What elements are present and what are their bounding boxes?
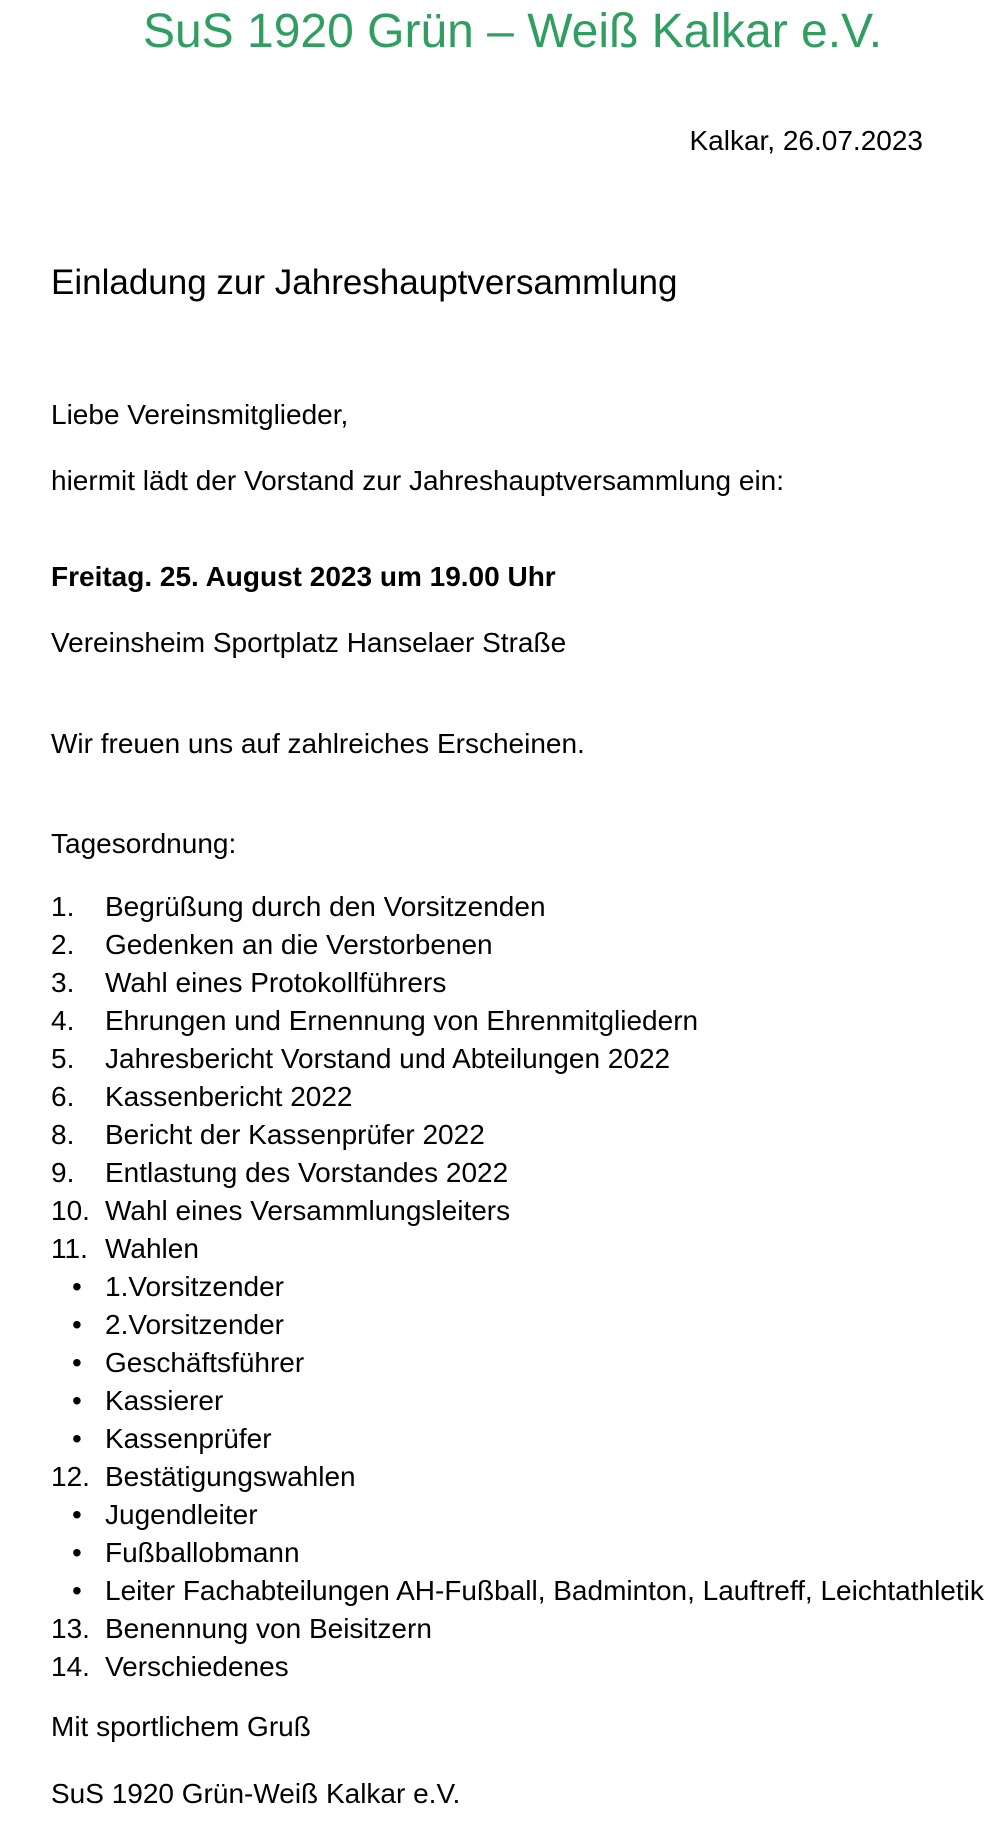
agenda-bullet-item <box>0 1306 1000 1344</box>
agenda-item-text: Jahresbericht Vorstand und Abteilungen 2022 <box>105 1043 671 1074</box>
agenda-numbered-item <box>0 1458 1000 1496</box>
agenda-label: Tagesordnung: <box>51 828 237 859</box>
agenda-numbered-item <box>0 1002 1000 1040</box>
item-number: 5. <box>51 1043 75 1074</box>
item-number: 9. <box>51 1157 75 1188</box>
bullet-marker: • <box>72 1575 82 1606</box>
agenda-numbered-item <box>0 1648 1000 1686</box>
letter-heading: Einladung zur Jahreshauptversammlung <box>51 263 678 302</box>
club-name-title: SuS 1920 Grün – Weiß Kalkar e.V. <box>142 5 883 58</box>
closing-line: Mit sportlichem Gruß <box>51 1711 311 1742</box>
agenda-item-text: Jugendleiter <box>105 1499 258 1530</box>
item-number: 1. <box>51 891 75 922</box>
agenda-item-text: Wahl eines Versammlungsleiters <box>105 1195 511 1226</box>
agenda-item-text: Bestätigungswahlen <box>105 1461 356 1492</box>
agenda-item-text: Leiter Fachabteilungen AH-Fußball, Badminton, Lauftreff, Leichtathletik <box>105 1575 984 1606</box>
agenda-item-text: Wahl eines Protokollführers <box>105 967 447 998</box>
agenda-item-text: Kassenprüfer <box>105 1423 272 1454</box>
agenda-list <box>0 888 1000 1686</box>
agenda-item-text: Kassenbericht 2022 <box>105 1081 353 1112</box>
event-location: Vereinsheim Sportplatz Hanselaer Straße <box>51 627 567 658</box>
agenda-numbered-item <box>0 1154 1000 1192</box>
item-number: 4. <box>51 1005 75 1036</box>
bullet-marker: • <box>72 1423 82 1454</box>
item-number: 3. <box>51 967 75 998</box>
agenda-numbered-item <box>0 1230 1000 1268</box>
agenda-item-text: Entlastung des Vorstandes 2022 <box>105 1157 509 1188</box>
agenda-item-text: Begrüßung durch den Vorsitzenden <box>105 891 546 922</box>
agenda-numbered-item <box>0 1116 1000 1154</box>
agenda-bullet-item <box>0 1534 1000 1572</box>
welcome-line: Wir freuen uns auf zahlreiches Erscheinen. <box>51 728 585 759</box>
agenda-item-text: Verschiedenes <box>105 1651 289 1682</box>
agenda-numbered-item <box>0 926 1000 964</box>
intro-line: hiermit lädt der Vorstand zur Jahreshauptversammlung ein: <box>51 465 785 496</box>
agenda-numbered-item <box>0 964 1000 1002</box>
agenda-bullet-item <box>0 1382 1000 1420</box>
agenda-numbered-item <box>0 1040 1000 1078</box>
item-number: 14. <box>51 1651 90 1682</box>
bullet-marker: • <box>72 1309 82 1340</box>
agenda-bullet-item <box>0 1344 1000 1382</box>
salutation: Liebe Vereinsmitglieder, <box>51 399 349 430</box>
item-number: 2. <box>51 929 75 960</box>
item-number: 12. <box>51 1461 90 1492</box>
bullet-marker: • <box>72 1385 82 1416</box>
agenda-item-text: Gedenken an die Verstorbenen <box>105 929 493 960</box>
agenda-bullet-item <box>0 1572 1000 1610</box>
agenda-item-text: Wahlen <box>105 1233 199 1264</box>
bullet-marker: • <box>72 1271 82 1302</box>
item-number: 10. <box>51 1195 90 1226</box>
item-number: 6. <box>51 1081 75 1112</box>
agenda-item-text: 1.Vorsitzender <box>105 1271 284 1302</box>
agenda-item-text: Ehrungen und Ernennung von Ehrenmitgliedern <box>105 1005 699 1036</box>
agenda-item-text: Fußballobmann <box>105 1537 300 1568</box>
item-number: 8. <box>51 1119 75 1150</box>
agenda-numbered-item <box>0 1078 1000 1116</box>
agenda-bullet-item <box>0 1420 1000 1458</box>
bullet-marker: • <box>72 1347 82 1378</box>
date-line: Kalkar, 26.07.2023 <box>689 125 923 156</box>
bullet-marker: • <box>72 1499 82 1530</box>
agenda-numbered-item <box>0 1610 1000 1648</box>
bullet-marker: • <box>72 1537 82 1568</box>
agenda-item-text: 2.Vorsitzender <box>105 1309 284 1340</box>
agenda-numbered-item <box>0 1192 1000 1230</box>
agenda-item-text: Geschäftsführer <box>105 1347 305 1378</box>
agenda-numbered-item <box>0 888 1000 926</box>
agenda-bullet-item <box>0 1496 1000 1534</box>
agenda-bullet-item <box>0 1268 1000 1306</box>
agenda-item-text: Kassierer <box>105 1385 224 1416</box>
item-number: 11. <box>51 1233 88 1264</box>
item-number: 13. <box>51 1613 90 1644</box>
agenda-item-text: Bericht der Kassenprüfer 2022 <box>105 1119 485 1150</box>
event-datetime: Freitag. 25. August 2023 um 19.00 Uhr <box>51 561 556 592</box>
agenda-item-text: Benennung von Beisitzern <box>105 1613 432 1644</box>
signature-line: SuS 1920 Grün-Weiß Kalkar e.V. <box>51 1778 461 1809</box>
